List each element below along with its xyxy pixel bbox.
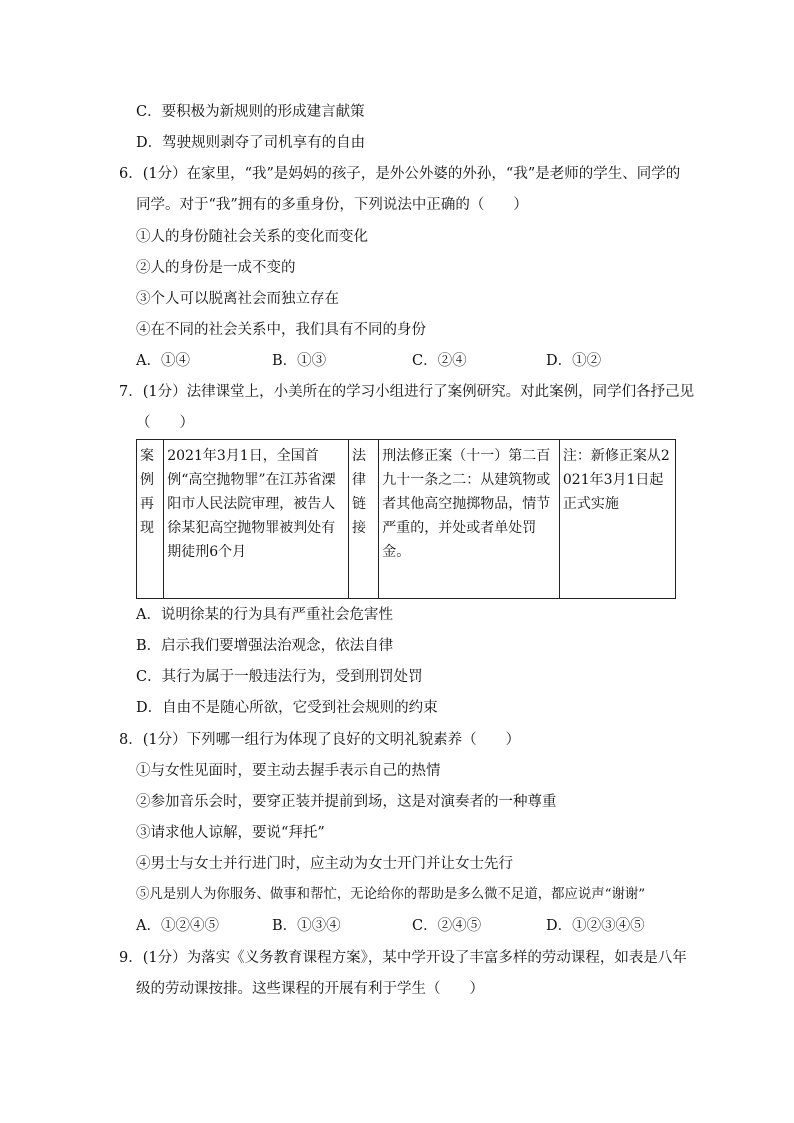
q9-stem-line2: 级的劳动课按排。这些课程的开展有利于学生（ ） xyxy=(136,981,484,997)
case-label-cell: 案例再现 xyxy=(137,440,164,599)
q6-statement-2: ②人的身份是一成不变的 xyxy=(136,260,296,276)
law-text-cell: 刑法修正案（十一）第二百九十一条之二：从建筑物或者其他高空抛掷物品，情节严重的，并处或者单处罚金。 xyxy=(379,440,560,599)
q7-stem-line1: 7．(1分）法律课堂上，小美所在的学习小组进行了案例研究。对此案例，同学们各抒己见 xyxy=(119,384,695,400)
q8-option-c[interactable]: C．②④⑤ xyxy=(412,918,482,934)
note-cell: 注：新修正案从2021年3月1日起正式实施 xyxy=(559,440,675,599)
q9-stem-line1: 9．(1分）为落实《义务教育课程方案》，某中学开设了丰富多样的劳动课程，如表是八年 xyxy=(119,950,687,966)
q6-option-d[interactable]: D．①② xyxy=(546,353,602,369)
q7-option-d[interactable]: D．自由不是随心所欲，它受到社会规则的约束 xyxy=(136,700,438,716)
q8-statement-4: ④男士与女士并行进门时，应主动为女士开门并让女士先行 xyxy=(136,856,513,872)
q6-statement-1: ①人的身份随社会关系的变化而变化 xyxy=(136,229,368,245)
q7-option-b[interactable]: B．启示我们要增强法治观念，依法自律 xyxy=(136,638,394,654)
q6-statement-3: ③个人可以脱离社会而独立存在 xyxy=(136,291,339,307)
q7-case-table xyxy=(136,439,676,599)
q6-statement-4: ④在不同的社会关系中，我们具有不同的身份 xyxy=(136,322,426,338)
q6-stem-line1: 6．(1分）在家里，“我”是妈妈的孩子，是外公外婆的外孙，“我”是老师的学生、同学的 xyxy=(119,166,681,182)
q8-statement-5: ⑤凡是别人为你服务、做事和帮忙，无论给你的帮助是多么微不足道，都应说声“谢谢” xyxy=(136,887,646,902)
q6-option-b[interactable]: B．①③ xyxy=(272,353,327,369)
law-label-cell: 法律链接 xyxy=(348,440,378,599)
q8-statement-2: ②参加音乐会时，要穿正装并提前到场，这是对演奏者的一种尊重 xyxy=(136,794,557,810)
q5-option-d: D．驾驶规则剥夺了司机享有的自由 xyxy=(136,135,366,151)
q6-stem-line2: 同学。对于“我”拥有的多重身份，下列说法中正确的（ ） xyxy=(136,197,528,213)
q6-option-a[interactable]: A．①④ xyxy=(136,353,190,369)
q8-stem: 8．(1分）下列哪一组行为体现了良好的文明礼貌素养（ ） xyxy=(119,732,521,748)
q8-option-b[interactable]: B．①③④ xyxy=(272,918,341,934)
q8-statement-1: ①与女性见面时，要主动去握手表示自己的热情 xyxy=(136,763,441,779)
q7-option-c[interactable]: C．其行为属于一般违法行为，受到刑罚处罚 xyxy=(136,669,423,685)
q8-statement-3: ③请求他人谅解，要说“拜托” xyxy=(136,825,325,841)
q8-option-a[interactable]: A．①②④⑤ xyxy=(136,918,219,934)
q5-option-c: C．要积极为新规则的形成建言献策 xyxy=(136,104,365,120)
q7-option-a[interactable]: A．说明徐某的行为具有严重社会危害性 xyxy=(136,607,393,623)
q8-option-d[interactable]: D．①②③④⑤ xyxy=(546,918,645,934)
q7-stem-line2: （ ） xyxy=(136,415,194,431)
case-text-cell: 2021年3月1日，全国首例“高空抛物罪”在江苏省溧阳市人民法院审理，被告人徐某犯高空抛物罪被判处有期徒刑6个月 xyxy=(164,440,349,599)
q6-option-c[interactable]: C．②④ xyxy=(412,353,467,369)
